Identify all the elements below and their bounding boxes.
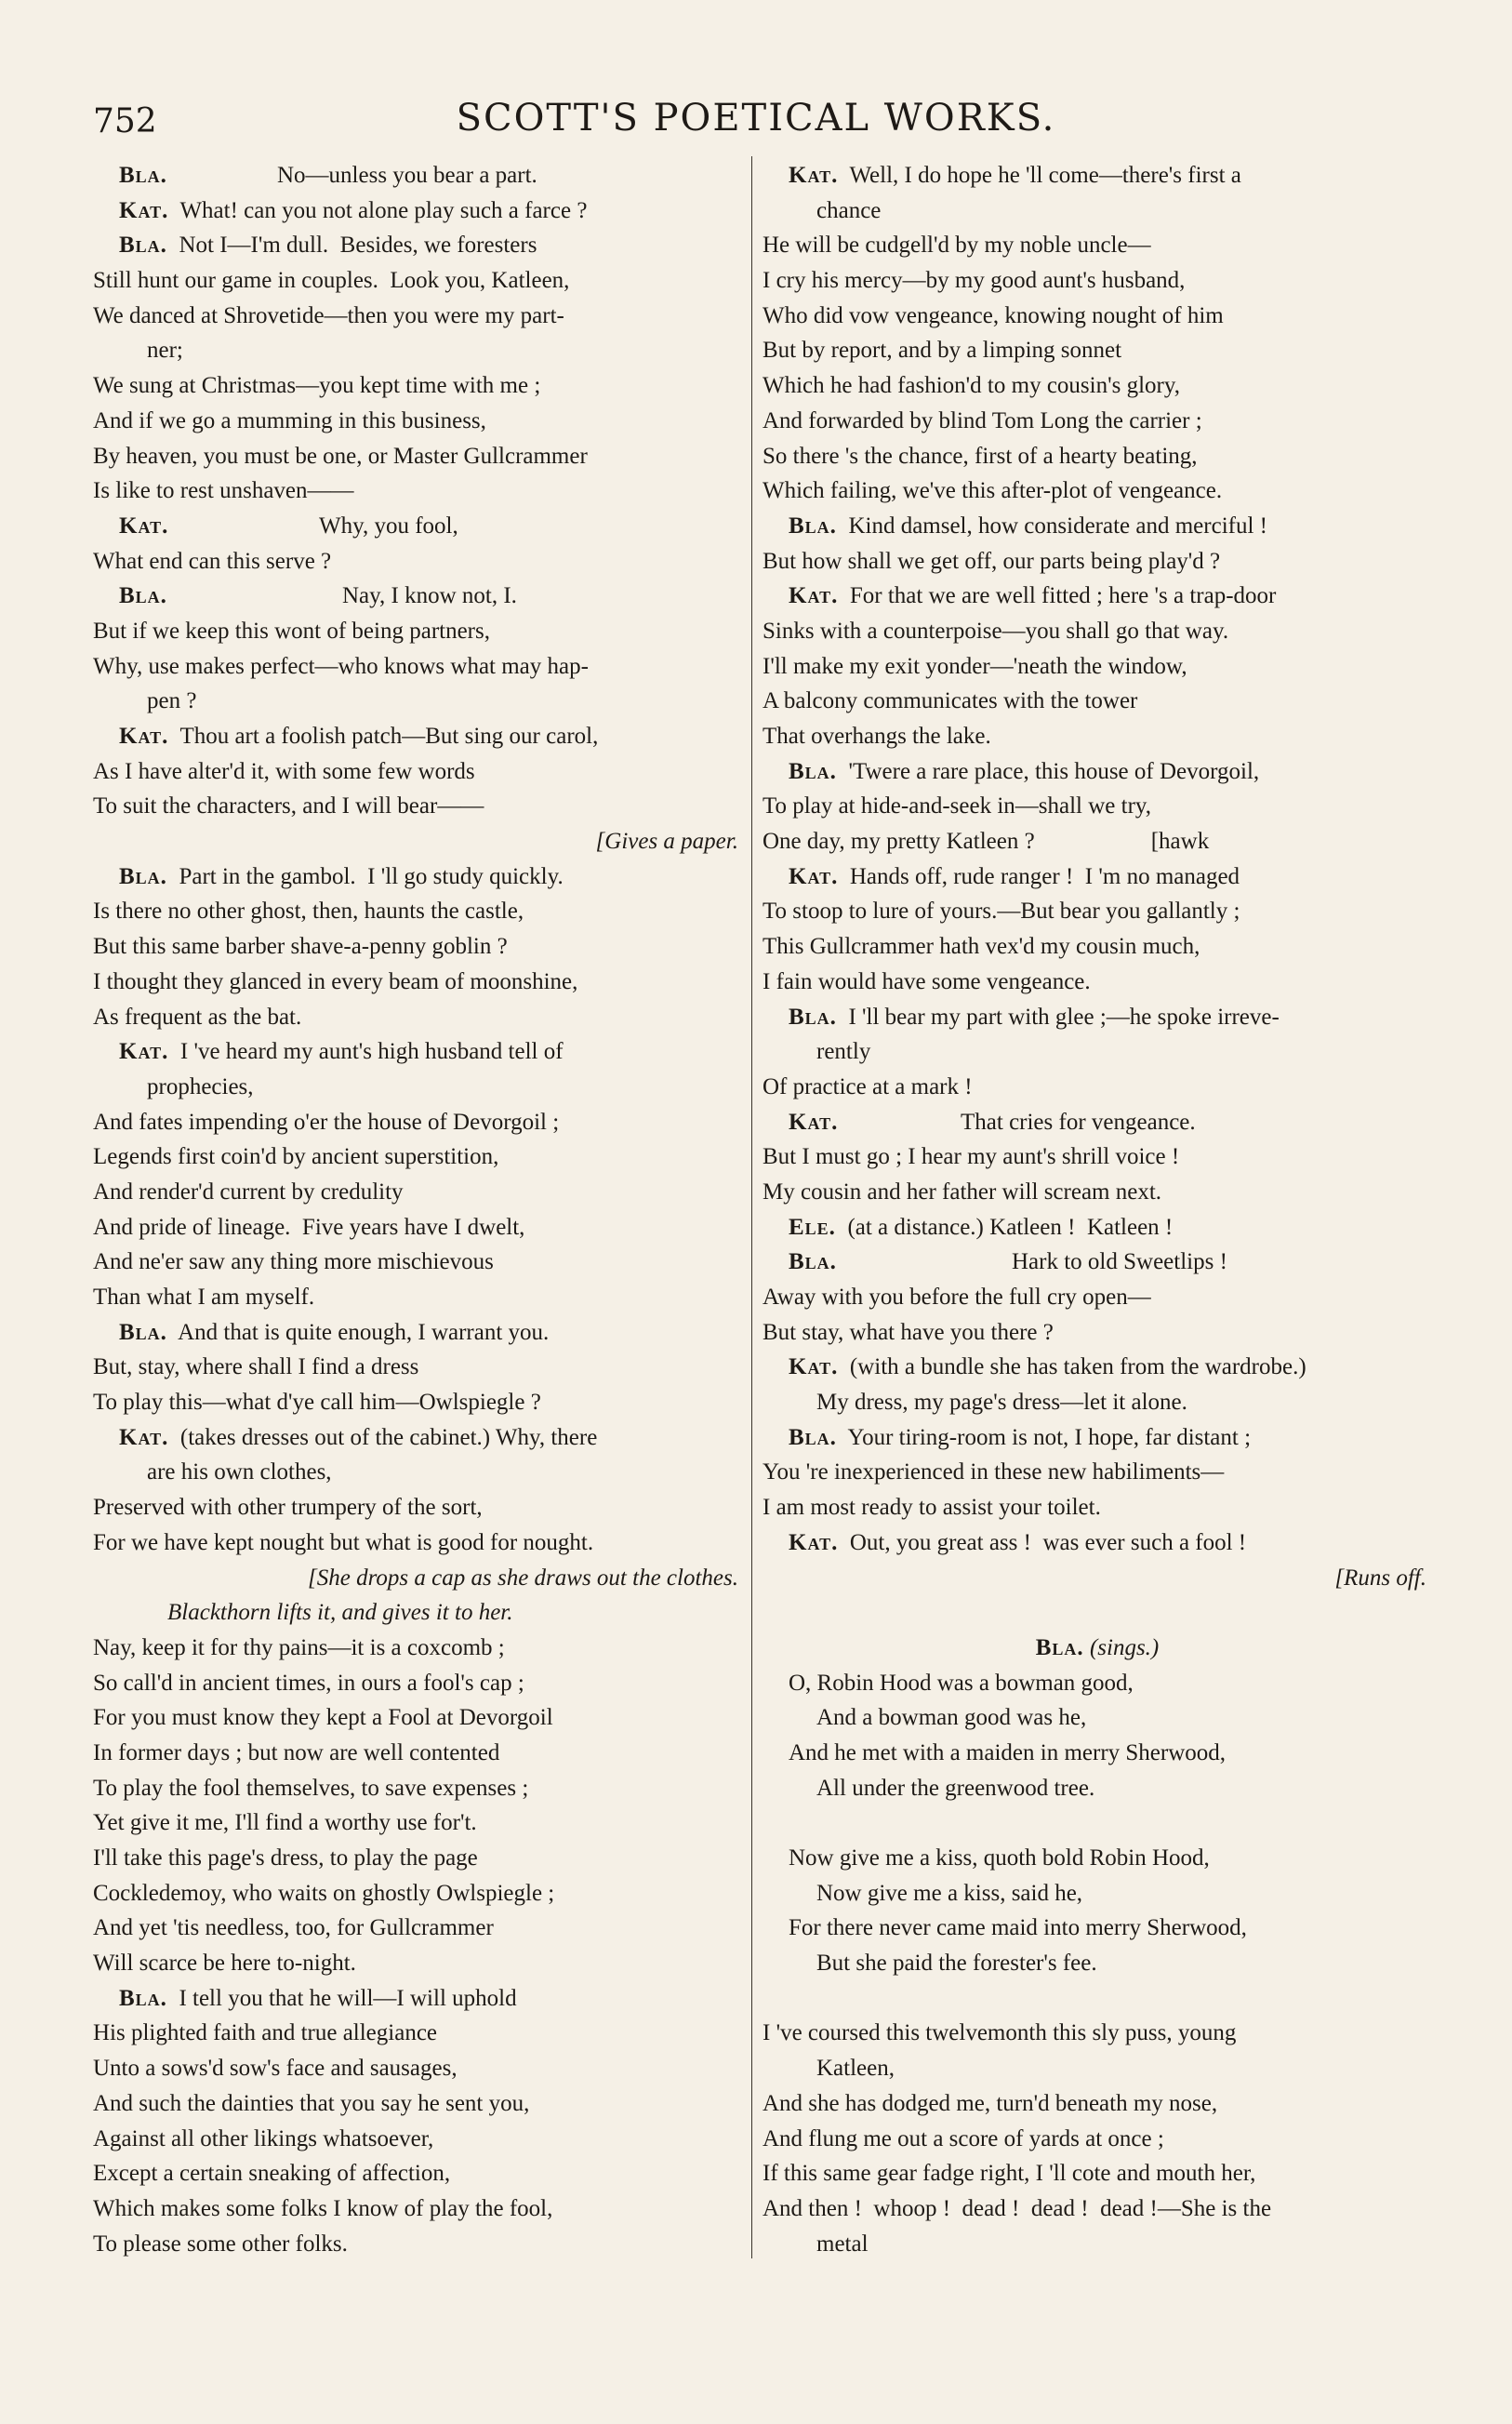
verse-line: [93, 929, 744, 965]
speaker-name: Ele.: [789, 1214, 836, 1240]
verse-line: [763, 894, 1432, 929]
spacer: [763, 1981, 1432, 2017]
line-text: Away with you before the full cry open—: [763, 1285, 1151, 1310]
verse-line: [93, 1490, 744, 1525]
verse-line: [93, 1911, 744, 1946]
line-text: I 've coursed this twelvemonth this sly puss, young: [763, 2020, 1237, 2046]
line-text: Legends first coin'd by ancient superstition,: [93, 1144, 499, 1170]
verse-line: [93, 2156, 744, 2191]
line-text: Sinks with a counterpoise—you shall go that way.: [763, 618, 1229, 644]
verse-line: [763, 2122, 1432, 2157]
line-text: Is there no other ghost, then, haunts the castle,: [93, 899, 524, 925]
speaker-name: Kat.: [789, 863, 839, 889]
verse-line: [763, 193, 1432, 229]
line-text: Why, use makes perfect—who knows what may hap-: [93, 653, 589, 679]
line-text: ner;: [147, 338, 183, 364]
line-text: One day, my pretty Katleen ? [hawk: [763, 829, 1210, 855]
line-text: (at a distance.) Katleen ! Katleen !: [847, 1214, 1174, 1240]
verse-line: [93, 1946, 744, 1981]
song-speaker: Bla.: [1035, 1634, 1084, 1660]
verse-line: [93, 1420, 744, 1456]
line-text: Which failing, we've this after-plot of vengeance.: [763, 478, 1223, 504]
verse-line: [93, 1210, 744, 1245]
verse-line: [93, 1700, 744, 1736]
speaker-name: Kat.: [119, 724, 169, 749]
page-number: 752: [93, 102, 157, 140]
song-line: O, Robin Hood was a bowman good,: [789, 1670, 1134, 1696]
verse-line: [93, 439, 744, 474]
song-line: Now give me a kiss, quoth bold Robin Hood,: [789, 1845, 1210, 1871]
verse-line: [93, 1350, 744, 1385]
verse-line: [763, 719, 1432, 754]
line-text: Why, you fool,: [319, 513, 458, 539]
verse-line: [763, 2086, 1432, 2122]
verse-line: [93, 1631, 744, 1666]
speaker-name: Bla.: [789, 513, 837, 539]
line-text: Your tiring-room is not, I hope, far distant ;: [847, 1424, 1252, 1450]
verse-line: [93, 894, 744, 929]
line-text: But I must go ; I hear my aunt's shrill voice !: [763, 1144, 1180, 1170]
line-text: What end can this serve ?: [93, 548, 332, 574]
line-text: To suit the characters, and I will bear——: [93, 793, 484, 819]
verse-line: [93, 614, 744, 649]
verse-line: [763, 965, 1432, 1000]
verse-line: [763, 404, 1432, 439]
verse-line: [93, 1876, 744, 1911]
verse-line: [93, 1666, 744, 1701]
line-text: pen ?: [147, 688, 197, 714]
verse-line: [763, 1070, 1432, 1105]
song-line: Now give me a kiss, said he,: [816, 1880, 1083, 1906]
verse-line: [93, 649, 744, 685]
speaker-name: Bla.: [119, 233, 167, 259]
line-text: (takes dresses out of the cabinet.) Why, there: [179, 1424, 598, 1450]
speaker-name: Kat.: [789, 1529, 839, 1555]
line-text: For we have kept nought but what is good for nought.: [93, 1529, 594, 1555]
verse-line: [763, 859, 1432, 895]
line-text: Cockledemoy, who waits on ghostly Owlspiegle ;: [93, 1880, 555, 1906]
verse-line: [93, 333, 744, 368]
verse-line: [93, 754, 744, 790]
speaker-name: Kat.: [789, 1354, 839, 1380]
verse-line: [93, 1280, 744, 1315]
line-text: Who did vow vengeance, knowing nought of him: [763, 302, 1224, 328]
speaker-name: Bla.: [789, 1004, 837, 1030]
line-text: And fates impending o'er the house of Devorgoil ;: [93, 1109, 560, 1135]
line-text: I am most ready to assist your toilet.: [763, 1495, 1101, 1521]
line-text: Part in the gambol. I 'll go study quickly.: [179, 863, 564, 889]
verse-line: [763, 1455, 1432, 1490]
verse-line: [93, 193, 744, 229]
song-direction: (sings.): [1089, 1634, 1160, 1660]
line-text: Is like to rest unshaven——: [93, 478, 354, 504]
line-text: Blackthorn lifts it, and gives it to her.: [167, 1600, 513, 1626]
speaker-name: Bla.: [119, 583, 167, 609]
verse-line: [93, 2122, 744, 2157]
verse-line: [93, 859, 744, 895]
verse-line: [93, 2227, 744, 2262]
line-text: Hark to old Sweetlips !: [1012, 1249, 1227, 1275]
verse-line: [763, 579, 1432, 614]
speaker-name: Kat.: [789, 1109, 839, 1135]
song-line: But she paid the forester's fee.: [816, 1951, 1097, 1977]
verse-line: [763, 1315, 1432, 1351]
line-text: And yet 'tis needless, too, for Gullcrammer: [93, 1915, 494, 1941]
line-text: Which makes some folks I know of play the fool,: [93, 2195, 553, 2221]
verse-line: [763, 1280, 1432, 1315]
line-text: That overhangs the lake.: [763, 724, 991, 749]
verse-line: [93, 2191, 744, 2227]
line-text: And flung me out a score of yards at once ;: [763, 2125, 1164, 2151]
verse-line: [763, 1175, 1432, 1210]
verse-line: [93, 965, 744, 1000]
line-text: To play the fool themselves, to save expenses ;: [93, 1775, 529, 1801]
verse-line: [763, 2016, 1432, 2051]
verse-line: [93, 1105, 744, 1140]
line-text: Nay, keep it for thy pains—it is a coxcomb ;: [93, 1634, 505, 1660]
line-text: I 'll bear my part with glee ;—he spoke irreve-: [848, 1004, 1280, 1030]
speaker-name: Kat.: [119, 197, 169, 223]
line-text: I thought they glanced in every beam of moonshine,: [93, 968, 578, 994]
verse-line: [93, 684, 744, 719]
speaker-name: Bla.: [119, 163, 167, 188]
verse-line: [93, 404, 744, 439]
verse-line: [763, 2227, 1432, 2262]
verse-line: [93, 824, 744, 859]
verse-line: [763, 509, 1432, 544]
line-text: I tell you that he will—I will uphold: [179, 1985, 517, 2011]
speaker-name: Bla.: [119, 863, 167, 889]
line-text: And pride of lineage. Five years have I dwelt,: [93, 1214, 525, 1240]
line-text: This Gullcrammer hath vex'd my cousin much,: [763, 934, 1200, 960]
verse-line: [763, 158, 1432, 193]
line-text: Than what I am myself.: [93, 1285, 315, 1310]
verse-line: [763, 368, 1432, 404]
line-text: Kind damsel, how considerate and merciful !: [848, 513, 1267, 539]
line-text: Of practice at a mark !: [763, 1073, 973, 1099]
verse-line: [93, 2016, 744, 2051]
line-text: For you must know they kept a Fool at Devorgoil: [93, 1705, 553, 1731]
song-line: All under the greenwood tree.: [816, 1775, 1095, 1801]
verse-line: [763, 2051, 1432, 2086]
line-text: Still hunt our game in couples. Look you, Katleen,: [93, 268, 570, 294]
verse-line: [93, 228, 744, 263]
verse-line: [763, 1385, 1432, 1420]
line-text: [Runs off.: [1334, 1565, 1426, 1591]
verse-line: [93, 1385, 744, 1420]
verse-line: [763, 824, 1432, 859]
verse-line: [93, 1525, 744, 1561]
verse-line: [93, 1736, 744, 1771]
verse-line: [763, 1105, 1432, 1140]
line-text: But stay, what have you there ?: [763, 1319, 1054, 1345]
right-column: [763, 158, 1432, 2261]
verse-line: [763, 754, 1432, 790]
verse-line: [763, 1000, 1432, 1035]
line-text: Which he had fashion'd to my cousin's glory,: [763, 373, 1180, 399]
verse-line: [93, 1981, 744, 2017]
speaker-name: Bla.: [119, 1985, 167, 2011]
verse-line: [93, 1561, 744, 1596]
line-text: Out, you great ass ! was ever such a fool !: [849, 1529, 1247, 1555]
verse-line: [763, 333, 1432, 368]
line-text: By heaven, you must be one, or Master Gullcrammer: [93, 443, 588, 469]
verse-line: [93, 1771, 744, 1806]
line-text: As I have alter'd it, with some few words: [93, 758, 475, 784]
verse-line: [763, 473, 1432, 509]
line-text: That cries for vengeance.: [961, 1109, 1196, 1135]
line-text: No—unless you bear a part.: [277, 163, 537, 188]
verse-line: [763, 544, 1432, 579]
line-text: We danced at Shrovetide—then you were my part-: [93, 302, 564, 328]
column-divider: [751, 156, 752, 2258]
line-text: Except a certain sneaking of affection,: [93, 2161, 451, 2187]
speaker-name: Bla.: [789, 1424, 837, 1450]
line-text: To play this—what d'ye call him—Owlspiegle ?: [93, 1390, 541, 1416]
line-text: I 've heard my aunt's high husband tell of: [179, 1039, 564, 1065]
line-text: My dress, my page's dress—let it alone.: [816, 1390, 1187, 1416]
song-stanza-2: [763, 1841, 1432, 1981]
speaker-name: Bla.: [119, 1319, 167, 1345]
verse-line: [93, 1175, 744, 1210]
line-text: And she has dodged me, turn'd beneath my nose,: [763, 2090, 1218, 2116]
line-text: And such the dainties that you say he sent you,: [93, 2090, 530, 2116]
verse-line: [93, 2086, 744, 2122]
song-line: For there never came maid into merry Sherwood,: [789, 1915, 1247, 1941]
line-text: And render'd current by credulity: [93, 1179, 404, 1205]
line-text: His plighted faith and true allegiance: [93, 2020, 438, 2046]
line-text: Hands off, rude ranger ! I 'm no managed: [849, 863, 1240, 889]
verse-line: [763, 1210, 1432, 1245]
line-text: To stoop to lure of yours.—But bear you gallantly ;: [763, 899, 1240, 925]
line-text: My cousin and her father will scream next.: [763, 1179, 1162, 1205]
line-text: If this same gear fadge right, I 'll cote and mouth her,: [763, 2161, 1256, 2187]
verse-line: [93, 473, 744, 509]
speaker-name: Bla.: [789, 1249, 837, 1275]
line-text: Will scarce be here to-night.: [93, 1951, 356, 1977]
spacer: [763, 1805, 1432, 1841]
speaker-name: Kat.: [119, 513, 169, 539]
line-text: He will be cudgell'd by my noble uncle—: [763, 233, 1151, 259]
line-text: [Gives a paper.: [595, 829, 738, 855]
verse-line: [93, 544, 744, 579]
line-text: Well, I do hope he 'll come—there's first a: [849, 163, 1241, 188]
line-text: I cry his mercy—by my good aunt's husband,: [763, 268, 1186, 294]
line-text: We sung at Christmas—you kept time with me ;: [93, 373, 541, 399]
speaker-name: Kat.: [789, 583, 839, 609]
line-text: But, stay, where shall I find a dress: [93, 1354, 419, 1380]
song-stanza-1: [763, 1666, 1432, 1806]
verse-line: [93, 789, 744, 824]
verse-line: [93, 579, 744, 614]
left-column: [93, 158, 744, 2261]
speaker-name: Bla.: [789, 758, 837, 784]
closing-speech: [763, 2016, 1432, 2261]
line-text: So call'd in ancient times, in ours a fool's cap ;: [93, 1670, 524, 1696]
verse-line: [763, 649, 1432, 685]
line-text: To please some other folks.: [93, 2231, 348, 2257]
line-text: And ne'er saw any thing more mischievous: [93, 1249, 494, 1275]
song-line: And a bowman good was he,: [816, 1705, 1087, 1731]
verse-line: [93, 1805, 744, 1841]
verse-line: [93, 1139, 744, 1175]
verse-line: [93, 1841, 744, 1876]
verse-line: [763, 684, 1432, 719]
line-text: are his own clothes,: [147, 1459, 332, 1485]
line-text: But by report, and by a limping sonnet: [763, 338, 1122, 364]
verse-line: [763, 1350, 1432, 1385]
speaker-name: Kat.: [119, 1039, 169, 1065]
verse-line: [93, 158, 744, 193]
verse-line: [93, 2051, 744, 2086]
speaker-name: Kat.: [789, 163, 839, 188]
verse-line: [763, 228, 1432, 263]
running-head: SCOTT'S POETICAL WORKS.: [456, 97, 1056, 140]
line-text: You 're inexperienced in these new habiliments—: [763, 1459, 1225, 1485]
line-text: But if we keep this wont of being partners,: [93, 618, 490, 644]
verse-line: [763, 1139, 1432, 1175]
verse-line: [93, 1000, 744, 1035]
verse-line: [93, 1034, 744, 1070]
line-text: And then ! whoop ! dead ! dead ! dead !—She is the: [763, 2195, 1272, 2221]
verse-line: [763, 614, 1432, 649]
line-text: So there 's the chance, first of a hearty beating,: [763, 443, 1198, 469]
verse-line: [763, 929, 1432, 965]
verse-line: [763, 263, 1432, 299]
line-text: [She drops a cap as she draws out the clothes.: [308, 1565, 738, 1591]
verse-line: [763, 1525, 1432, 1561]
verse-line: [763, 1245, 1432, 1280]
verse-line: [93, 1595, 744, 1631]
line-text: And if we go a mumming in this business,: [93, 407, 486, 433]
line-text: Preserved with other trumpery of the sort,: [93, 1495, 483, 1521]
line-text: chance: [816, 197, 882, 223]
line-text: But how shall we get off, our parts being play'd ?: [763, 548, 1221, 574]
line-text: As frequent as the bat.: [93, 1004, 302, 1030]
line-text: And that is quite enough, I warrant you.: [178, 1319, 550, 1345]
line-text: rently: [816, 1039, 871, 1065]
line-text: Unto a sows'd sow's face and sausages,: [93, 2056, 458, 2082]
verse-line: [763, 789, 1432, 824]
verse-line: [763, 439, 1432, 474]
line-text: For that we are well fitted ; here 's a trap-door: [849, 583, 1277, 609]
verse-line: [93, 368, 744, 404]
line-text: Katleen,: [816, 2056, 895, 2082]
verse-line: [93, 719, 744, 754]
verse-line: [93, 1245, 744, 1280]
line-text: metal: [816, 2231, 869, 2257]
verse-line: [763, 2191, 1432, 2227]
line-text: I'll make my exit yonder—'neath the window,: [763, 653, 1187, 679]
line-text: And forwarded by blind Tom Long the carrier ;: [763, 407, 1202, 433]
line-text: Nay, I know not, I.: [342, 583, 517, 609]
speaker-name: Kat.: [119, 1424, 169, 1450]
verse-line: [93, 299, 744, 334]
verse-line: [93, 1315, 744, 1351]
verse-line: [93, 509, 744, 544]
line-text: But this same barber shave-a-penny goblin ?: [93, 934, 508, 960]
verse-line: [763, 1034, 1432, 1070]
line-text: I fain would have some vengeance.: [763, 968, 1091, 994]
verse-line: [93, 1455, 744, 1490]
line-text: 'Twere a rare place, this house of Devorgoil,: [848, 758, 1260, 784]
verse-line: [763, 1561, 1432, 1596]
verse-line: [93, 1070, 744, 1105]
line-text: A balcony communicates with the tower: [763, 688, 1138, 714]
line-text: To play at hide-and-seek in—shall we try,: [763, 793, 1152, 819]
line-text: (with a bundle she has taken from the wardrobe.): [849, 1354, 1306, 1380]
line-text: In former days ; but now are well contented: [93, 1739, 500, 1765]
verse-line: [93, 263, 744, 299]
verse-line: [763, 1420, 1432, 1456]
line-text: Yet give it me, I'll find a worthy use for't.: [93, 1810, 477, 1836]
line-text: What! can you not alone play such a farce ?: [179, 197, 588, 223]
verse-line: [763, 1490, 1432, 1525]
line-text: prophecies,: [147, 1073, 254, 1099]
verse-line: [763, 2156, 1432, 2191]
line-text: Against all other likings whatsoever,: [93, 2125, 434, 2151]
spacer: [763, 1595, 1432, 1631]
line-text: I'll take this page's dress, to play the page: [93, 1845, 478, 1871]
song-heading: [763, 1631, 1432, 1666]
right-dialogue: [763, 158, 1432, 1595]
line-text: Thou art a foolish patch—But sing our carol,: [179, 724, 599, 749]
song-line: And he met with a maiden in merry Sherwood,: [789, 1739, 1227, 1765]
line-text: Not I—I'm dull. Besides, we foresters: [179, 233, 537, 259]
verse-line: [763, 299, 1432, 334]
